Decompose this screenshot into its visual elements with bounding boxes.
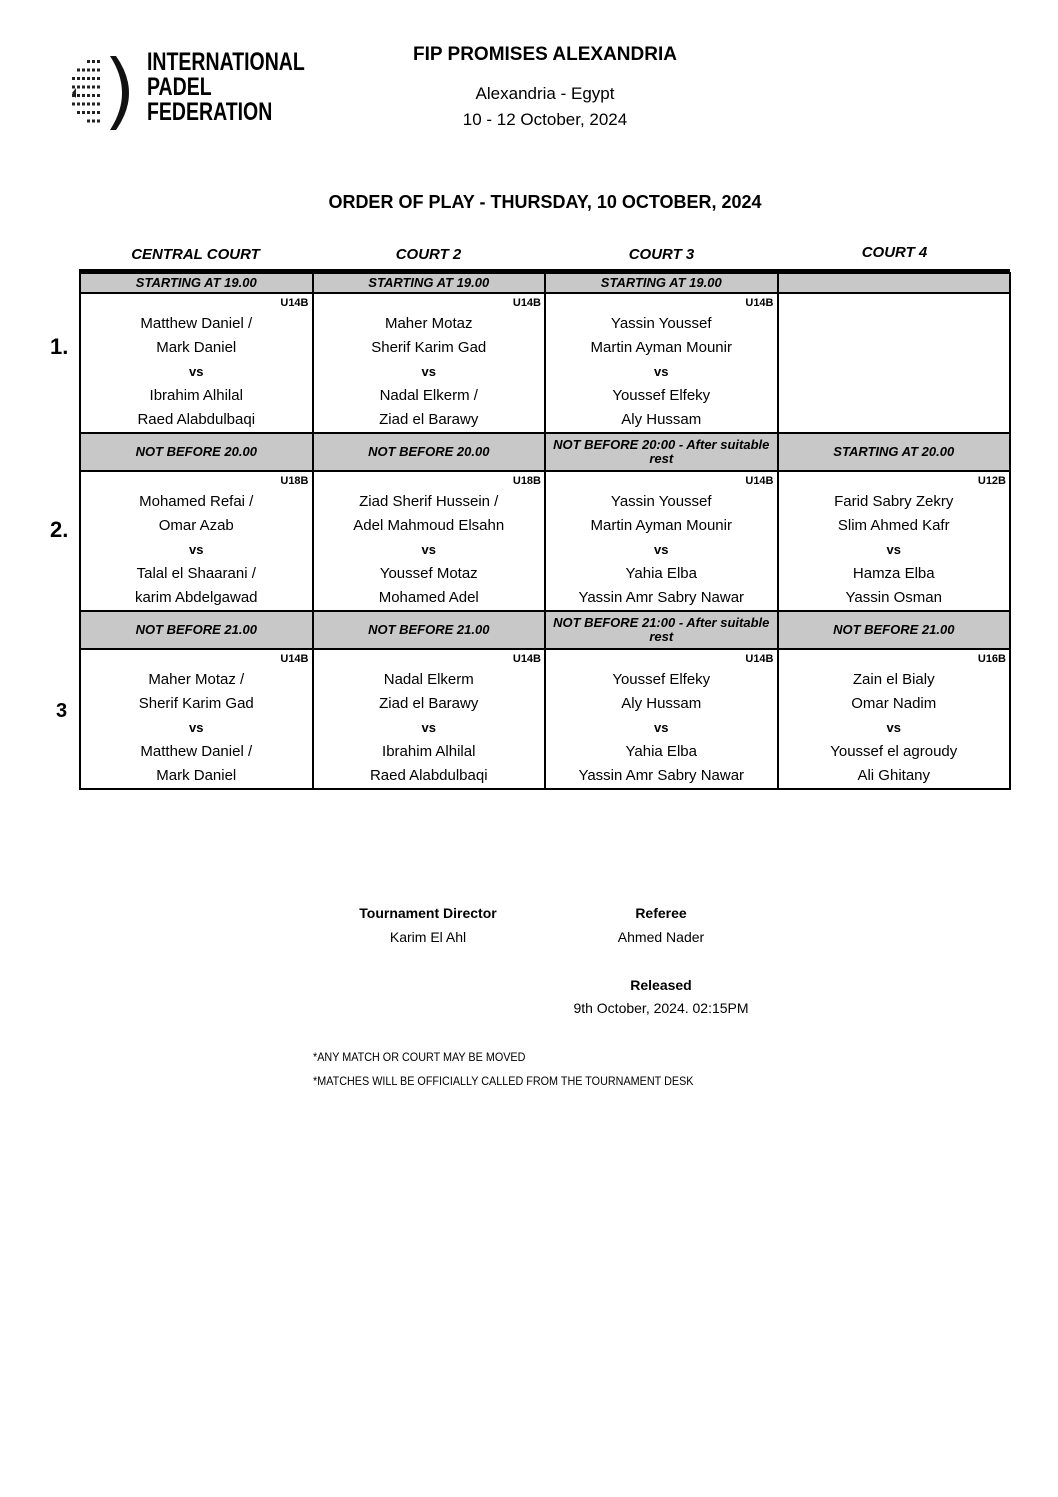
player-name: Sherif Karim Gad — [80, 692, 313, 716]
player-row — [80, 562, 1010, 586]
player-name: karim Abdelgawad — [80, 586, 313, 611]
player-name: Maher Motaz — [313, 312, 546, 336]
category-badge: U14B — [313, 293, 546, 312]
player-row — [80, 692, 1010, 716]
start-time-cell: NOT BEFORE 20.00 — [80, 433, 313, 471]
category-badge: U14B — [313, 649, 546, 668]
category-badge: U14B — [545, 471, 778, 490]
round-label: 1. — [50, 334, 69, 359]
player-row — [80, 360, 1010, 384]
round-label: 2. — [50, 517, 69, 542]
player-name: Raed Alabdulbaqi — [313, 764, 546, 789]
player-name: Youssef Elfeky — [545, 668, 778, 692]
start-time-cell — [778, 273, 1011, 293]
player-row — [80, 764, 1010, 789]
start-time-cell: NOT BEFORE 21.00 — [778, 611, 1011, 649]
category-row — [80, 293, 1010, 312]
vs-label: vs — [545, 360, 778, 384]
player-name: Talal el Shaarani / — [80, 562, 313, 586]
start-time-cell: STARTING AT 19.00 — [80, 273, 313, 293]
category-row — [80, 471, 1010, 490]
player-row — [80, 740, 1010, 764]
player-name: Sherif Karim Gad — [313, 336, 546, 360]
court-header: COURT 4 — [861, 244, 928, 261]
player-name — [778, 408, 1011, 433]
player-row — [80, 336, 1010, 360]
player-name: Mark Daniel — [80, 336, 313, 360]
player-name: Hamza Elba — [778, 562, 1011, 586]
start-time-row — [80, 433, 1010, 471]
start-time-cell: NOT BEFORE 20:00 - After suitable rest — [545, 433, 778, 471]
category-badge: U18B — [313, 471, 546, 490]
court-header: COURT 2 — [395, 246, 462, 263]
player-name: Matthew Daniel / — [80, 740, 313, 764]
logo-line: INTERNATIONAL — [147, 48, 305, 76]
vs-label: vs — [80, 360, 313, 384]
player-name: Matthew Daniel / — [80, 312, 313, 336]
court-header: CENTRAL COURT — [131, 246, 260, 263]
player-name — [778, 312, 1011, 336]
player-row — [80, 514, 1010, 538]
vs-label: vs — [313, 360, 546, 384]
player-name: Ibrahim Alhilal — [80, 384, 313, 408]
start-time-row — [80, 273, 1010, 293]
player-name: Adel Mahmoud Elsahn — [313, 514, 546, 538]
note: *MATCHES WILL BE OFFICIALLY CALLED FROM THE TOURNAMENT DESK — [313, 1074, 694, 1088]
player-name: Omar Azab — [80, 514, 313, 538]
vs-label: vs — [545, 716, 778, 740]
player-name: Ziad el Barawy — [313, 692, 546, 716]
player-name — [778, 384, 1011, 408]
logo-line: PADEL — [147, 73, 212, 101]
player-name: Yassin Amr Sabry Nawar — [545, 764, 778, 789]
start-time-cell: NOT BEFORE 20.00 — [313, 433, 546, 471]
player-name: Slim Ahmed Kafr — [778, 514, 1011, 538]
released-label: Released — [630, 977, 692, 993]
category-badge: U14B — [80, 293, 313, 312]
vs-label: vs — [80, 538, 313, 562]
player-name: Yahia Elba — [545, 562, 778, 586]
start-time-cell: NOT BEFORE 21:00 - After suitable rest — [545, 611, 778, 649]
category-badge: U16B — [778, 649, 1011, 668]
player-name: Yassin Youssef — [545, 312, 778, 336]
player-name: Yahia Elba — [545, 740, 778, 764]
player-name: Mohamed Adel — [313, 586, 546, 611]
player-name: Aly Hussam — [545, 692, 778, 716]
category-badge: U14B — [545, 649, 778, 668]
schedule-table — [79, 272, 1011, 790]
player-name: Yassin Osman — [778, 586, 1011, 611]
vs-label: vs — [545, 538, 778, 562]
start-time-cell: STARTING AT 19.00 — [313, 273, 546, 293]
start-time-row — [80, 611, 1010, 649]
player-name: Maher Motaz / — [80, 668, 313, 692]
player-name: Raed Alabdulbaqi — [80, 408, 313, 433]
player-row — [80, 384, 1010, 408]
start-time-cell: NOT BEFORE 21.00 — [80, 611, 313, 649]
order-of-play-title: ORDER OF PLAY - THURSDAY, 10 OCTOBER, 2024 — [328, 192, 762, 212]
player-name: Nadal Elkerm / — [313, 384, 546, 408]
tournament-title: FIP PROMISES ALEXANDRIA — [413, 44, 677, 65]
category-badge: U18B — [80, 471, 313, 490]
player-name: Youssef Motaz — [313, 562, 546, 586]
player-name: Ziad Sherif Hussein / — [313, 490, 546, 514]
player-name: Yassin Youssef — [545, 490, 778, 514]
player-row — [80, 586, 1010, 611]
location: Alexandria - Egypt — [475, 84, 615, 103]
player-name: Youssef Elfeky — [545, 384, 778, 408]
released-date: 9th October, 2024. 02:15PM — [573, 1000, 749, 1016]
player-name: Zain el Bialy — [778, 668, 1011, 692]
category-badge: U14B — [80, 649, 313, 668]
vs-label — [778, 360, 1011, 384]
player-name: Mohamed Refai / — [80, 490, 313, 514]
court-header: COURT 3 — [628, 246, 695, 263]
dates: 10 - 12 October, 2024 — [462, 110, 628, 129]
player-name: Farid Sabry Zekry — [778, 490, 1011, 514]
director-label: Tournament Director — [359, 905, 497, 921]
director-name: Karim El Ahl — [389, 929, 467, 945]
vs-label: vs — [778, 538, 1011, 562]
logo-line: FEDERATION — [147, 98, 273, 126]
vs-label: vs — [778, 716, 1011, 740]
vs-label: vs — [313, 538, 546, 562]
referee-name: Ahmed Nader — [617, 929, 705, 945]
category-badge: U14B — [545, 293, 778, 312]
note: *ANY MATCH OR COURT MAY BE MOVED — [313, 1050, 526, 1064]
vs-label: vs — [313, 716, 546, 740]
player-name: Martin Ayman Mounir — [545, 514, 778, 538]
category-badge: U12B — [778, 471, 1011, 490]
category-badge — [778, 293, 1011, 312]
start-time-cell: STARTING AT 20.00 — [778, 433, 1011, 471]
player-row — [80, 538, 1010, 562]
player-name: Nadal Elkerm — [313, 668, 546, 692]
player-row — [80, 716, 1010, 740]
start-time-cell: NOT BEFORE 21.00 — [313, 611, 546, 649]
category-row — [80, 649, 1010, 668]
player-row — [80, 408, 1010, 433]
round-label: 3 — [56, 700, 68, 722]
player-name — [778, 336, 1011, 360]
player-name: Ziad el Barawy — [313, 408, 546, 433]
player-row — [80, 668, 1010, 692]
start-time-cell: STARTING AT 19.00 — [545, 273, 778, 293]
player-row — [80, 312, 1010, 336]
player-name: Aly Hussam — [545, 408, 778, 433]
player-name: Martin Ayman Mounir — [545, 336, 778, 360]
player-name: Youssef el agroudy — [778, 740, 1011, 764]
player-name: Mark Daniel — [80, 764, 313, 789]
vs-label: vs — [80, 716, 313, 740]
player-name: Ibrahim Alhilal — [313, 740, 546, 764]
player-name: Omar Nadim — [778, 692, 1011, 716]
player-row — [80, 490, 1010, 514]
player-name: Ali Ghitany — [778, 764, 1011, 789]
referee-label: Referee — [635, 905, 687, 921]
player-name: Yassin Amr Sabry Nawar — [545, 586, 778, 611]
